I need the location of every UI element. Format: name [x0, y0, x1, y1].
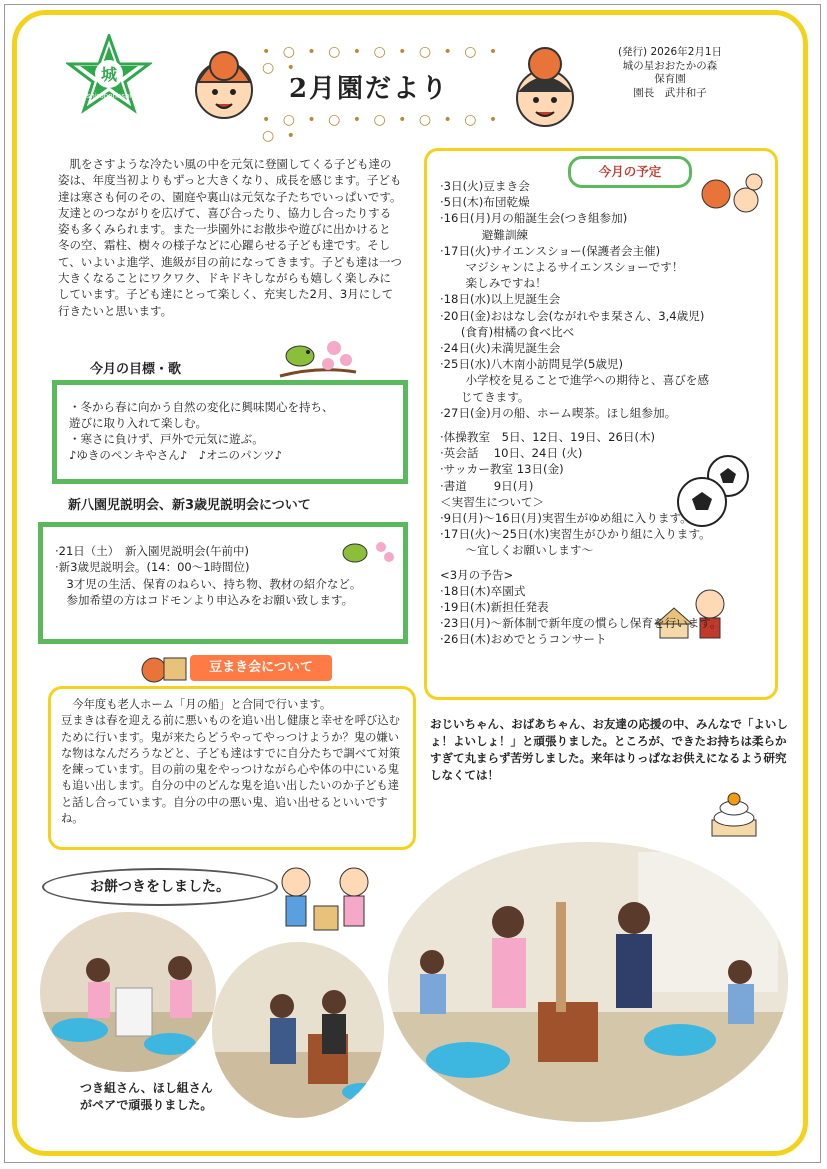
- schedule-item: ·19日(木)新担任発表: [440, 600, 549, 615]
- session-line: ·21日（土） 新入園児説明会(午前中): [55, 544, 250, 558]
- sessions-title: 新八園児説明会、新3歳児説明会について: [68, 498, 311, 513]
- bird-plum-illustration: [278, 336, 358, 382]
- schedule-item: マジシャンによるサイエンスショーです！: [465, 260, 684, 275]
- schedule-item: 楽しみですね！: [465, 276, 547, 291]
- mochi-comment: おじいちゃん、おばあちゃん、お友達の応援の中、みんなで「よいしょ！よいしょ！」と頑張りました。ところが、できたお持ちは柔らかすぎて丸まらず苦労しました。来年はりっぱなお供えになるよう研究しなくては！: [430, 717, 788, 782]
- song-line: ♪ゆきのペンキやさん♪ ♪オニのパンツ♪: [69, 448, 282, 462]
- schedule-list: [440, 178, 770, 648]
- publish-date: (発行) 2026年2月1日: [617, 46, 723, 58]
- session-line: 参加希望の方はコドモンより申込みをお願い致します。: [55, 593, 354, 608]
- schedule-item: 小学校を見ることで進学への期待と、喜びを感: [465, 373, 709, 388]
- newsletter-title: 2月園だより: [288, 74, 450, 104]
- photo-mochi-kids-1: [40, 912, 216, 1072]
- mamemaki-title: 豆まき会について: [190, 655, 332, 681]
- mochi-pounding-kids-illustration: [272, 862, 380, 936]
- schedule-item: ·3日(火)豆まき会: [440, 179, 530, 193]
- goal-line: 遊びに取り入れて楽しむ。: [69, 416, 207, 430]
- schedule-item: ·17日(火)～25日(水)実習生がひかり組に入ります。: [440, 527, 711, 542]
- oni-bean-box-illustration: [140, 650, 188, 686]
- schedule-item: じてきます。: [460, 389, 530, 404]
- bird-flower-icon: [337, 537, 397, 567]
- schedule-item: ·25日(水)八木南小訪問見学(5歳児): [440, 357, 624, 372]
- kagami-mochi-illustration: [706, 790, 762, 838]
- logo-character: 城: [100, 65, 117, 84]
- schedule-item: ·18日(木)卒園式: [440, 583, 526, 598]
- schedule-item: ·17日(火)サイエンスショー(保護者会主催): [440, 243, 661, 258]
- session-line: ·新3歳児説明会。(14：00～1時間位): [55, 560, 250, 575]
- intro-paragraph: 肌をさすような冷たい風の中を元気に登園してくる子ども達の姿は、年度当初よりもずっと大きくなり、成長を感じます。子ども達は寒さも何のその、園庭や裏山は元気な子たちでいっぱいです。友達とのつながりを広げて、喜び合ったり、協力し合ったりする姿も多くみられます。また一歩園外にお散歩や遊びに出かけると冬の空、霜柱、樹々の様子などに心躍らせる子ども達です。そして、いよいよ進学、進級が目の前になってきます。子ども達は一つ大きくなることにワクワク、ドキドキしながらも嬉しく楽しみにしています。子ども達にとって楽しく、充実した2月、3月にして行きたいと思います。: [58, 157, 402, 318]
- mochi-title: お餅つきをしました。: [42, 868, 278, 906]
- mamemaki-box: [48, 686, 416, 850]
- schedule-item: ·20日(金)おはなし会(ながれやま栞さん、3,4歳児): [440, 308, 705, 323]
- schedule-item: ·体操教室 5日、12日、19日、26日(木): [440, 430, 656, 445]
- schedule-item: ·24日(火)未満児誕生会: [440, 341, 561, 356]
- schedule-item: <3月の予告>: [440, 567, 514, 582]
- schedule-item: 避難訓練: [481, 227, 529, 242]
- mamemaki-text: 豆まきは春を迎える前に悪いものを追い出し健康と幸せを呼び込むために行います。鬼が来たらどうやってやっつけようか？鬼の嫌いな物はなんだろうなどと、子ども達はすでに自分たちで調べて対策を練っています。目の前の鬼をやっつけながら心や体の中にいる鬼も追い出します。自分の中のどんな鬼を追い出したいのか子ども達と話し合っています。自分の中の悪い鬼、追い出せるといいですね。: [61, 714, 401, 826]
- bean-dots-bottom: • ○ • ○ • ○ • ○ • ○ • ○ •: [262, 112, 502, 144]
- session-line: 3才児の生活、保育のねらい、持ち物、教材の紹介など。: [55, 576, 362, 591]
- schedule-item: (食育)柑橘の食べ比べ: [460, 324, 575, 339]
- schedule-item: ·5日(木)布団乾燥: [440, 195, 530, 210]
- goals-title: 今月の目標・歌: [90, 362, 182, 377]
- goal-line: ・冬から春に向かう自然の変化に興味関心を持ち、: [69, 400, 334, 414]
- schedule-item: ～宜しくお願いします～: [465, 543, 594, 558]
- oni-child-illustration-right: [506, 42, 584, 130]
- schedule-item: ·27日(金)月の船、ホーム喫茶。ほし組参加。: [440, 405, 677, 420]
- caption-line: つき組さん、ほし組さん: [80, 1081, 213, 1095]
- publisher-info: [600, 46, 740, 100]
- schedule-item: [440, 421, 770, 429]
- schedule-item: ·書道 9日(月): [440, 478, 534, 493]
- schedule-item: ·26日(木)おめでとうコンサート: [440, 632, 607, 647]
- schedule-item: ·16日(月)月の船誕生会(つき組参加): [440, 211, 628, 226]
- schedule-item: [440, 559, 770, 567]
- photo-mochi-group: [388, 842, 788, 1122]
- caption-line: がペアで頑張りました。: [80, 1098, 213, 1112]
- oni-child-illustration-left: [188, 42, 260, 122]
- school-name: 城の星おおたかの森: [622, 59, 718, 72]
- schedule-item: ·23日(月)～新体制で新年度の慣らし保育を行います。: [440, 616, 722, 631]
- schedule-item: ·サッカー教室 13日(金): [440, 462, 564, 477]
- schedule-title: 今月の予定: [568, 156, 692, 188]
- logo-subtext: shironohoshi: [86, 92, 132, 100]
- schedule-item: ＜実習生について＞: [440, 494, 545, 509]
- mochi-caption: [80, 1080, 260, 1114]
- schedule-item: ·英会話 10日、24日 (火): [440, 446, 583, 461]
- mamemaki-text-first: 今年度も老人ホーム「月の船」と合同で行います。: [72, 698, 332, 711]
- goals-box: [52, 380, 408, 484]
- school-logo: [66, 34, 152, 114]
- school-type: 保育園: [654, 73, 686, 86]
- sessions-box: [38, 522, 408, 644]
- schedule-item: ·9日(月)～16日(月)実習生がゆめ組に入ります。: [440, 511, 692, 526]
- schedule-item: ·18日(水)以上児誕生会: [440, 292, 561, 307]
- goal-line: ・寒さに負けず、戸外で元気に遊ぶ。: [69, 432, 264, 446]
- principal-name: 園長 武井和子: [633, 86, 707, 99]
- bean-dots-top: • ○ • ○ • ○ • ○ • ○ • ○ •: [262, 44, 502, 76]
